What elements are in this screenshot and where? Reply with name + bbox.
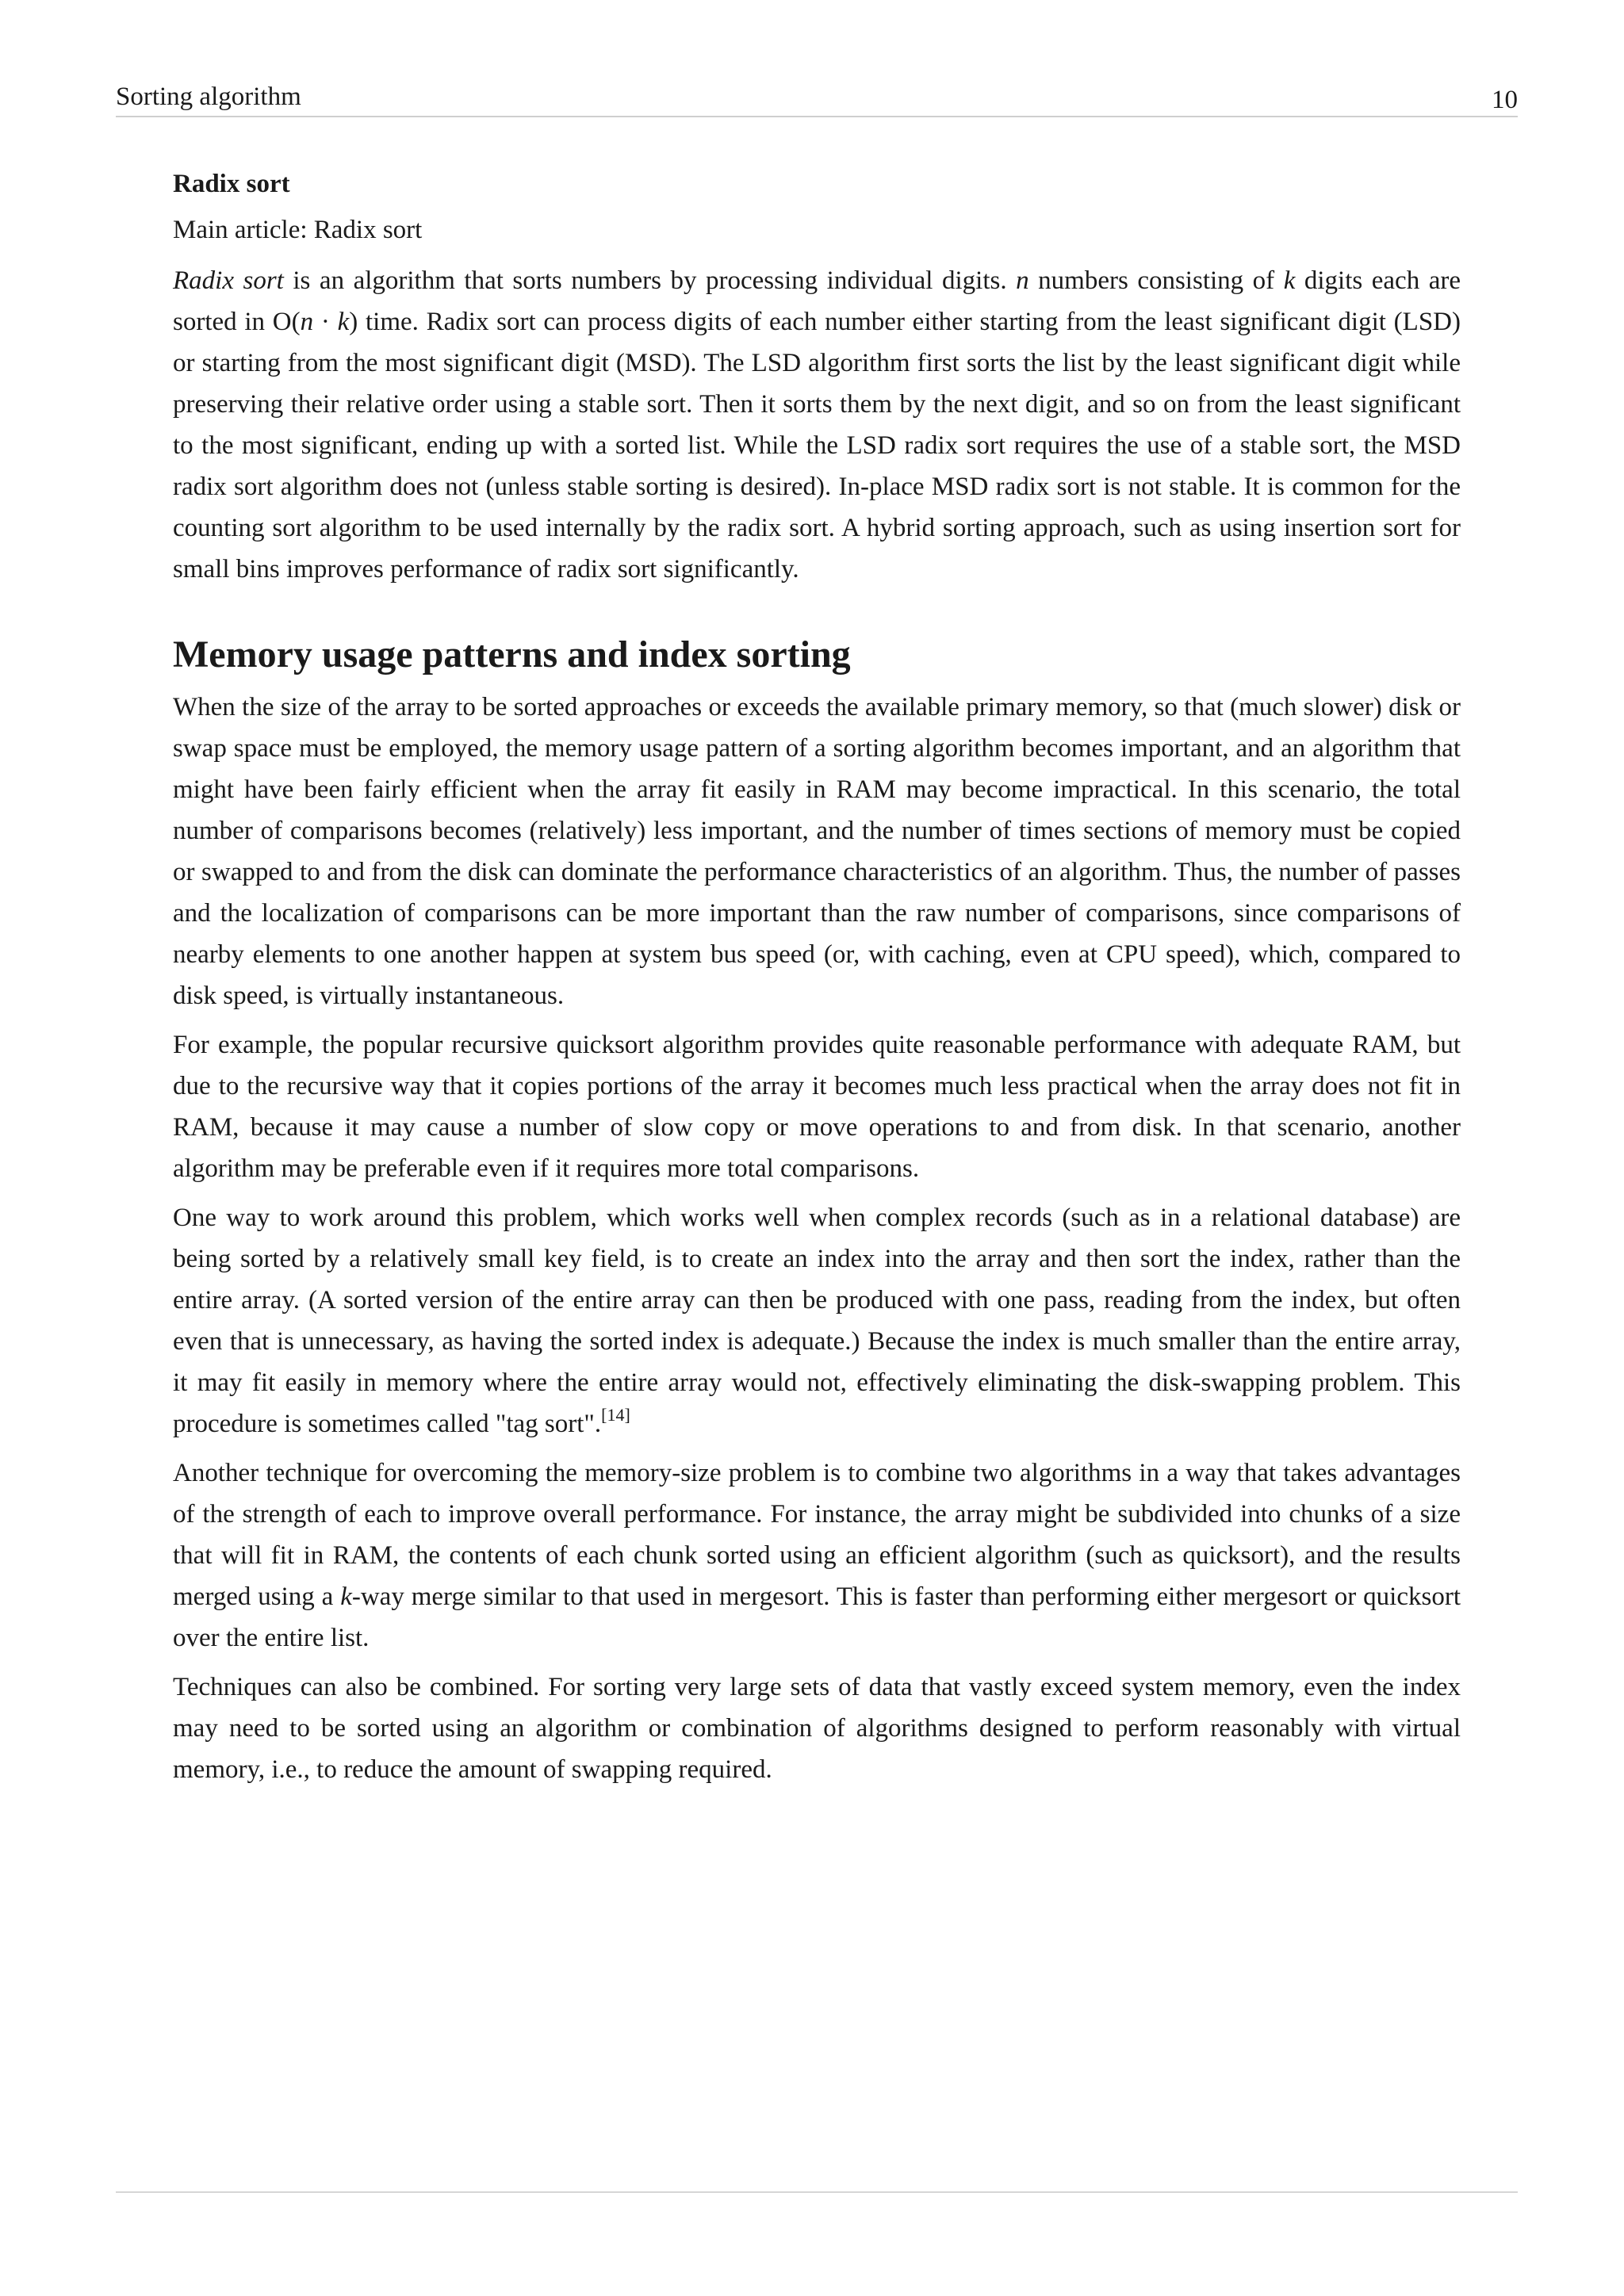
- paragraph-memory-1: When the size of the array to be sorted approaches or exceeds the available primary memory, so that (much slower) disk or swap space must be employed, the memory usage pattern of a sorting algorithm becomes important, and an algorithm that might have been fairly efficient when the array fit easily in RAM may become impractical. In this scenario, the total number of comparisons becomes (relatively) less important, and the number of times sections of memory must be copied or swapped to and from the disk can dominate the performance characteristics of an algorithm. Thus, the number of passes and the localization of comparisons can be more important than the raw number of comparisons, since comparisons of nearby elements to one another happen at system bus speed (or, with caching, even at CPU speed), which, compared to disk speed, is virtually instantaneous.: [173, 693, 1461, 1010]
- math-n: n: [1016, 266, 1029, 295]
- page-number: 10: [1492, 86, 1518, 114]
- math-k: k: [340, 1582, 352, 1611]
- text-segment: digits each are sorted in O(: [173, 266, 1461, 336]
- math-operator: ·: [313, 308, 338, 336]
- section-title-memory-usage: Memory usage patterns and index sorting: [173, 633, 851, 675]
- paragraph-radix-sort: [173, 260, 1461, 590]
- main-article-link[interactable]: Main article: Radix sort: [173, 216, 423, 244]
- page-content: [173, 166, 1461, 1798]
- text-segment: Another technique for overcoming the memory-size problem is to combine two algorithms in a way that takes advantages of the strength of each to improve overall performance. For instance, the array might be subdivided into chunks of a size that will fit in RAM, the contents of each chunk sorted using an efficient algorithm (such as quicksort), and the results merged using a: [173, 1459, 1461, 1611]
- math-n: n: [300, 308, 314, 336]
- footer-rule: [116, 2191, 1518, 2193]
- term-radix-sort: Radix sort: [173, 266, 284, 295]
- paragraph-memory-2: For example, the popular recursive quicksort algorithm provides quite reasonable performance with adequate RAM, but due to the recursive way that it copies portions of the array it becomes much less practical when the array does not fit in RAM, because it may cause a number of slow copy or move operations to and from disk. In that scenario, another algorithm may be preferable even if it requires more total comparisons.: [173, 1031, 1461, 1183]
- math-k: k: [1283, 266, 1296, 295]
- subsection-title-radix-sort: Radix sort: [173, 170, 290, 198]
- text-segment: -way merge similar to that used in mergesort. This is faster than performing either mergesort or quicksort over the entire list.: [173, 1582, 1461, 1652]
- reference-14[interactable]: [14]: [601, 1405, 630, 1425]
- text-segment: numbers consisting of: [1028, 266, 1284, 295]
- running-title: Sorting algorithm: [116, 82, 301, 111]
- paragraph-memory-3: [173, 1197, 1461, 1445]
- paragraph-memory-5: Techniques can also be combined. For sorting very large sets of data that vastly exceed system memory, even the index may need to be sorted using an algorithm or combination of algorithms designed to perform reasonably with virtual memory, i.e., to reduce the amount of swapping required.: [173, 1673, 1461, 1784]
- page-header: [116, 78, 1518, 117]
- math-k: k: [337, 308, 350, 336]
- text-segment: One way to work around this problem, which works well when complex records (such as in a relational database) are being sorted by a relatively small key field, is to create an index into the array and then sort the index, rather than the entire array. (A sorted version of the entire array can then be produced with one pass, reading from the index, but often even that is unnecessary, as having the sorted index is adequate.) Because the index is much smaller than the entire array, it may fit easily in memory where the entire array would not, effectively eliminating the disk-swapping problem. This procedure is sometimes called "tag sort".: [173, 1203, 1461, 1438]
- text-segment: ) time. Radix sort can process digits of each number either starting from the least significant digit (LSD) or starting from the most significant digit (MSD). The LSD algorithm first sorts the list by the least significant digit while preserving their relative order using a stable sort. Then it sorts them by the next digit, and so on from the least significant to the most significant, ending up with a sorted list. While the LSD radix sort requires the use of a stable sort, the MSD radix sort algorithm does not (unless stable sorting is desired). In-place MSD radix sort is not stable. It is common for the counting sort algorithm to be used internally by the radix sort. A hybrid sorting approach, such as using insertion sort for small bins improves performance of radix sort significantly.: [173, 308, 1461, 584]
- paragraph-memory-4: [173, 1452, 1461, 1659]
- text-segment: is an algorithm that sorts numbers by processing individual digits.: [283, 266, 1017, 295]
